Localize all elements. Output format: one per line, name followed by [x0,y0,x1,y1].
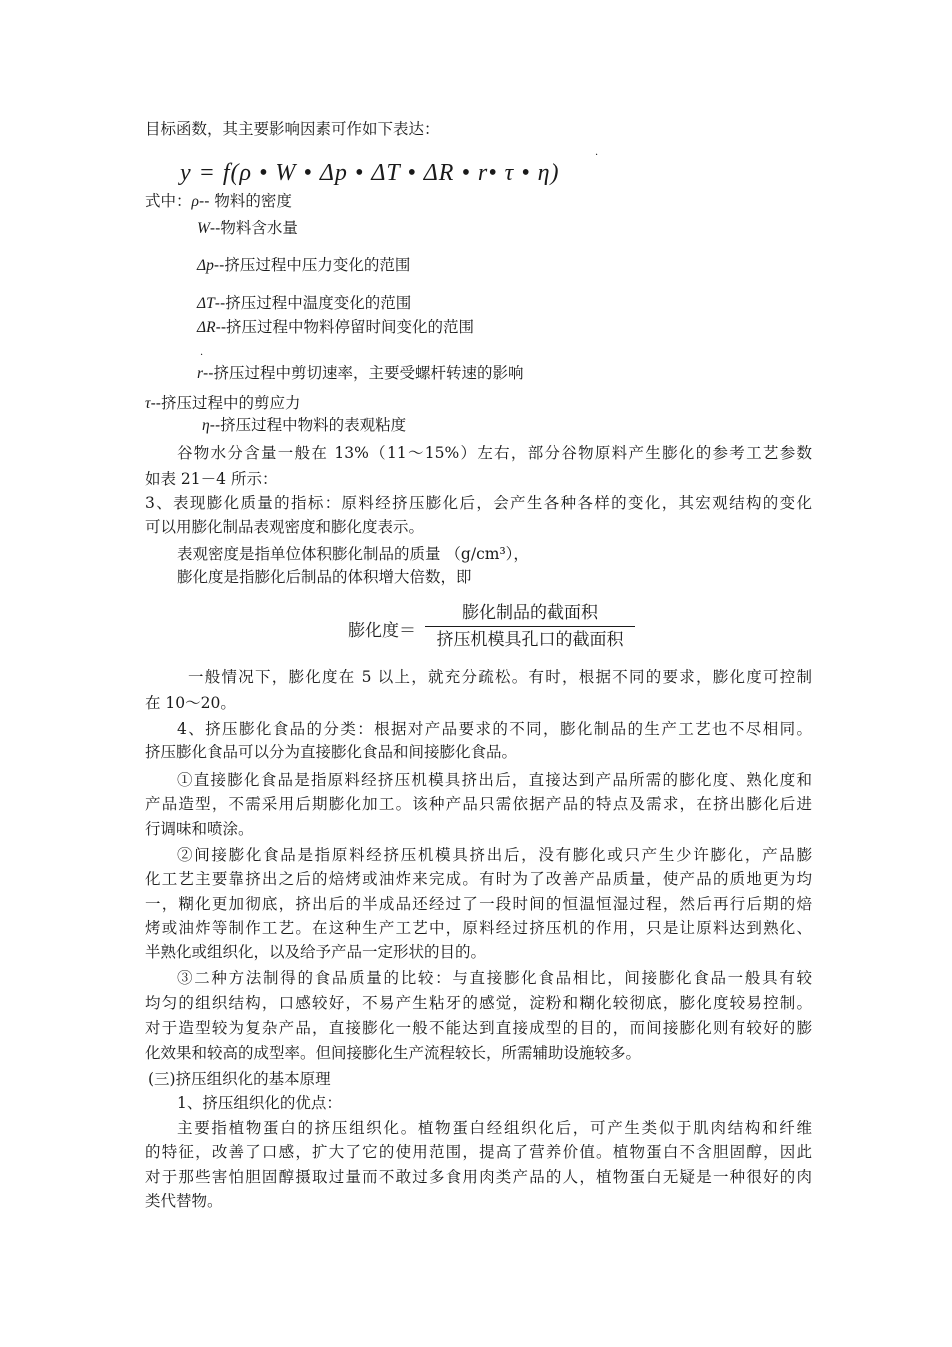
fraction-denominator: 挤压机模具孔口的截面积 [436,630,624,650]
def-text: --挤压过程中压力变化的范围 [213,256,411,274]
def-row-r [197,362,524,385]
intro-text: 目标函数，其主要影响因素可作如下表达： [145,120,440,138]
paragraph-line: 谷物水分含量一般在 13%（11～15%）左右，部分谷物原料产生膨化的参考工艺参数 [177,444,812,462]
fraction-body [425,602,635,651]
paragraph-line: ③二种方法制得的食品质量的比较：与直接膨化食品相比，间接膨化食品一般具有较 [177,969,812,987]
def-row-rho [145,190,292,213]
fraction-label: 膨化度＝ [348,621,416,641]
def-symbol: ρ [191,193,199,210]
def-symbol: W [197,220,210,237]
subsection-heading: 1、挤压组织化的优点： [177,1094,342,1112]
def-symbol: r [197,365,204,382]
def-symbol: η [202,417,210,434]
def-row-dt [197,292,411,315]
rate-dot-mark: · [595,150,599,161]
objective-formula: y = f(ρ • W • Δp • ΔT • ΔR • r• τ • η) [180,160,560,186]
paragraph-line: 对于那些害怕胆固醇摄取过量而不敢过多食用肉类产品的人，植物蛋白无疑是一种很好的肉 [145,1168,812,1186]
paragraph-line: 可以用膨化制品表观密度和膨化度表示。 [145,518,425,536]
paragraph-line: 主要指植物蛋白的挤压组织化。植物蛋白经组织化后，可产生类似于肌肉结构和纤维 [177,1119,812,1137]
paragraph-line: 化工艺主要靠挤出之后的焙烤或油炸来完成。有时为了改善产品质量，使产品的质地更为均 [145,870,812,888]
def-row-eta [202,414,406,437]
def-text: -- 物料的密度 [198,192,292,210]
def-row-dp [197,254,410,277]
paragraph-line: 3、表现膨化质量的指标：原料经挤压膨化后，会产生各种各样的变化，其宏观结构的变化 [145,494,812,512]
def-symbol: ΔR [197,319,216,336]
def-symbol: Δp [197,257,214,274]
paragraph-line: ①直接膨化食品是指原料经挤压机模具挤出后，直接达到产品所需的膨化度、熟化度和 [177,771,812,789]
paragraph-line: 挤压膨化食品可以分为直接膨化食品和间接膨化食品。 [145,743,518,761]
paragraph-line: 表观密度是指单位体积膨化制品的质量 （g/cm³）， [177,545,529,563]
def-row-w [197,217,298,240]
paragraph-line: 一般情况下，膨化度在 5 以上，就充分疏松。有时，根据不同的要求，膨化度可控制 [188,668,812,686]
paragraph-line: ②间接膨化食品是指原料经挤压机模具挤出后，没有膨化或只产生少许膨化，产品膨 [177,846,812,864]
where-label: 式中： [145,192,192,210]
def-text: --物料含水量 [209,219,298,237]
fraction-bar [425,626,635,627]
rate-dot-mark: · [200,350,204,361]
def-text: --挤压过程中温度变化的范围 [214,294,412,312]
paragraph-line: 一，糊化更加彻底，挤出后的半成品还经过了一段时间的恒温恒湿过程，然后再行后期的焙 [145,895,812,913]
def-text: --挤压过程中剪切速率，主要受螺杆转速的影响 [203,364,524,382]
paragraph-line: 4、挤压膨化食品的分类：根据对产品要求的不同，膨化制品的生产工艺也不尽相同。 [177,720,812,738]
def-text: --挤压过程中的剪应力 [150,394,301,412]
fraction-numerator: 膨化制品的截面积 [462,603,598,623]
section-heading: (三)挤压组织化的基本原理 [148,1070,331,1088]
paragraph-line: 类代替物。 [145,1192,223,1210]
paragraph-line: 膨化度是指膨化后制品的体积增大倍数，即 [177,568,472,586]
def-row-tau [145,392,301,415]
paragraph-line: 如表 21－4 所示： [145,470,278,488]
paragraph-line: 对于造型较为复杂产品，直接膨化一般不能达到直接成型的目的，而间接膨化则有较好的膨 [145,1019,812,1037]
paragraph-line: 产品造型，不需采用后期膨化加工。该种产品只需依据产品的特点及需求，在挤出膨化后进 [145,795,812,813]
def-row-dr [197,316,474,339]
paragraph-line: 半熟化或组织化，以及给予产品一定形状的目的。 [145,943,487,961]
paragraph-line: 的特征，改善了口感，扩大了它的使用范围，提高了营养价值。植物蛋白不含胆固醇，因此 [145,1143,812,1161]
paragraph-line: 行调味和喷涂。 [145,820,254,838]
paragraph-line: 烤或油炸等制作工艺。在这种生产工艺中，原料经过挤压机的作用，只是让原料达到熟化、 [145,919,812,937]
paragraph-line: 化效果和较高的成型率。但间接膨化生产流程较长，所需辅助设施较多。 [145,1044,642,1062]
def-text: --挤压过程中物料停留时间变化的范围 [215,318,475,336]
paragraph-line: 在 10～20。 [145,694,236,712]
def-symbol: τ [145,395,151,412]
def-symbol: ΔT [197,295,215,312]
paragraph-line: 均匀的组织结构，口感较好，不易产生粘牙的感觉，淀粉和糊化较彻底，膨化度较易控制。 [145,994,812,1012]
def-text: --挤压过程中物料的表观粘度 [209,416,407,434]
